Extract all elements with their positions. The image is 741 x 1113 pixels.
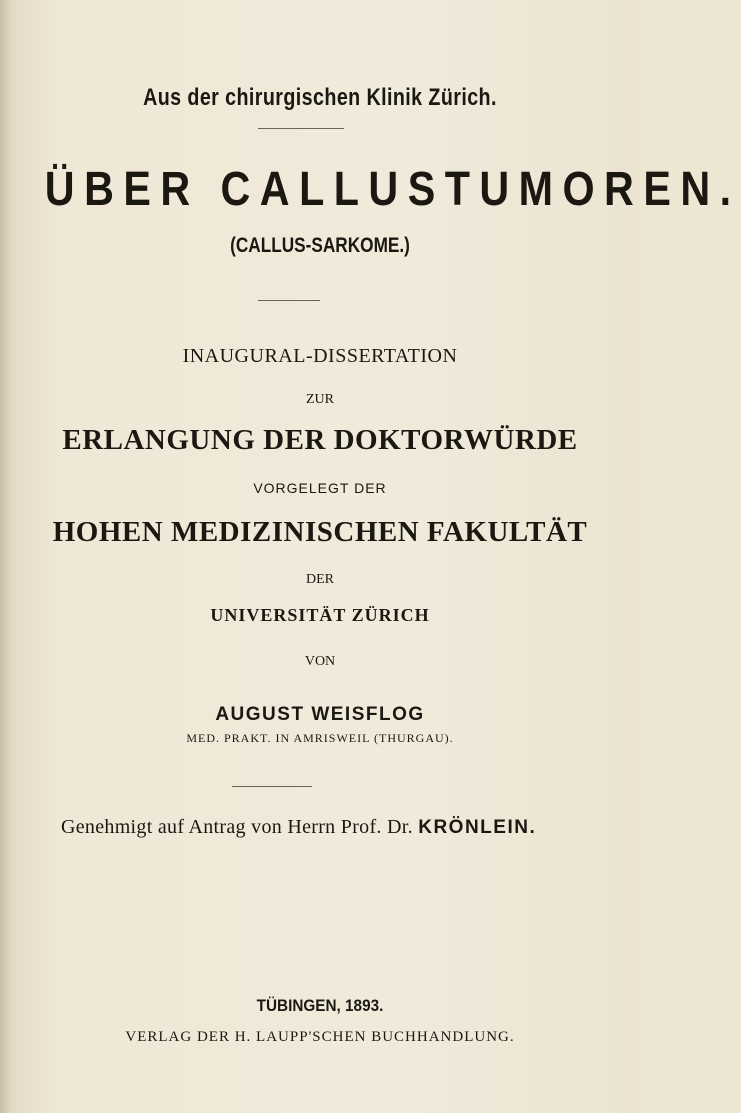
divider [258,128,344,129]
clinic-heading: Aus der chirurgischen Klinik Zürich. [143,84,497,111]
university-name: UNIVERSITÄT ZÜRICH [210,605,430,625]
place-year: TÜBINGEN, 1893. [256,996,384,1015]
zur-label: ZUR [306,392,334,407]
divider [258,300,320,301]
page-edge-shadow [0,0,10,1113]
von-label: VON [304,654,336,669]
author-name: AUGUST WEISFLOG [215,704,425,725]
faculty-heading: HOHEN MEDIZINISCHEN FAKULTÄT [52,516,588,548]
divider [232,786,312,787]
purpose-heading: ERLANGUNG DER DOKTORWÜRDE [62,424,578,456]
author-affiliation: MED. PRAKT. IN AMRISWEIL (THURGAU). [186,731,454,745]
der-label: DER [306,572,334,587]
approver-name: KRÖNLEIN. [418,817,537,838]
publisher: VERLAG DER H. LAUPP'SCHEN BUCHHANDLUNG. [125,1029,515,1045]
vorgelegt-label: VORGELEGT DER [253,480,387,496]
subtitle: (CALLUS-SARKOME.) [230,234,410,257]
main-title: ÜBER CALLUSTUMOREN. [44,163,741,216]
dissertation-type: INAUGURAL-DISSERTATION [182,345,458,367]
approval-text: Genehmigt auf Antrag von Herrn Prof. Dr. [61,816,413,838]
approval-line [61,816,621,839]
